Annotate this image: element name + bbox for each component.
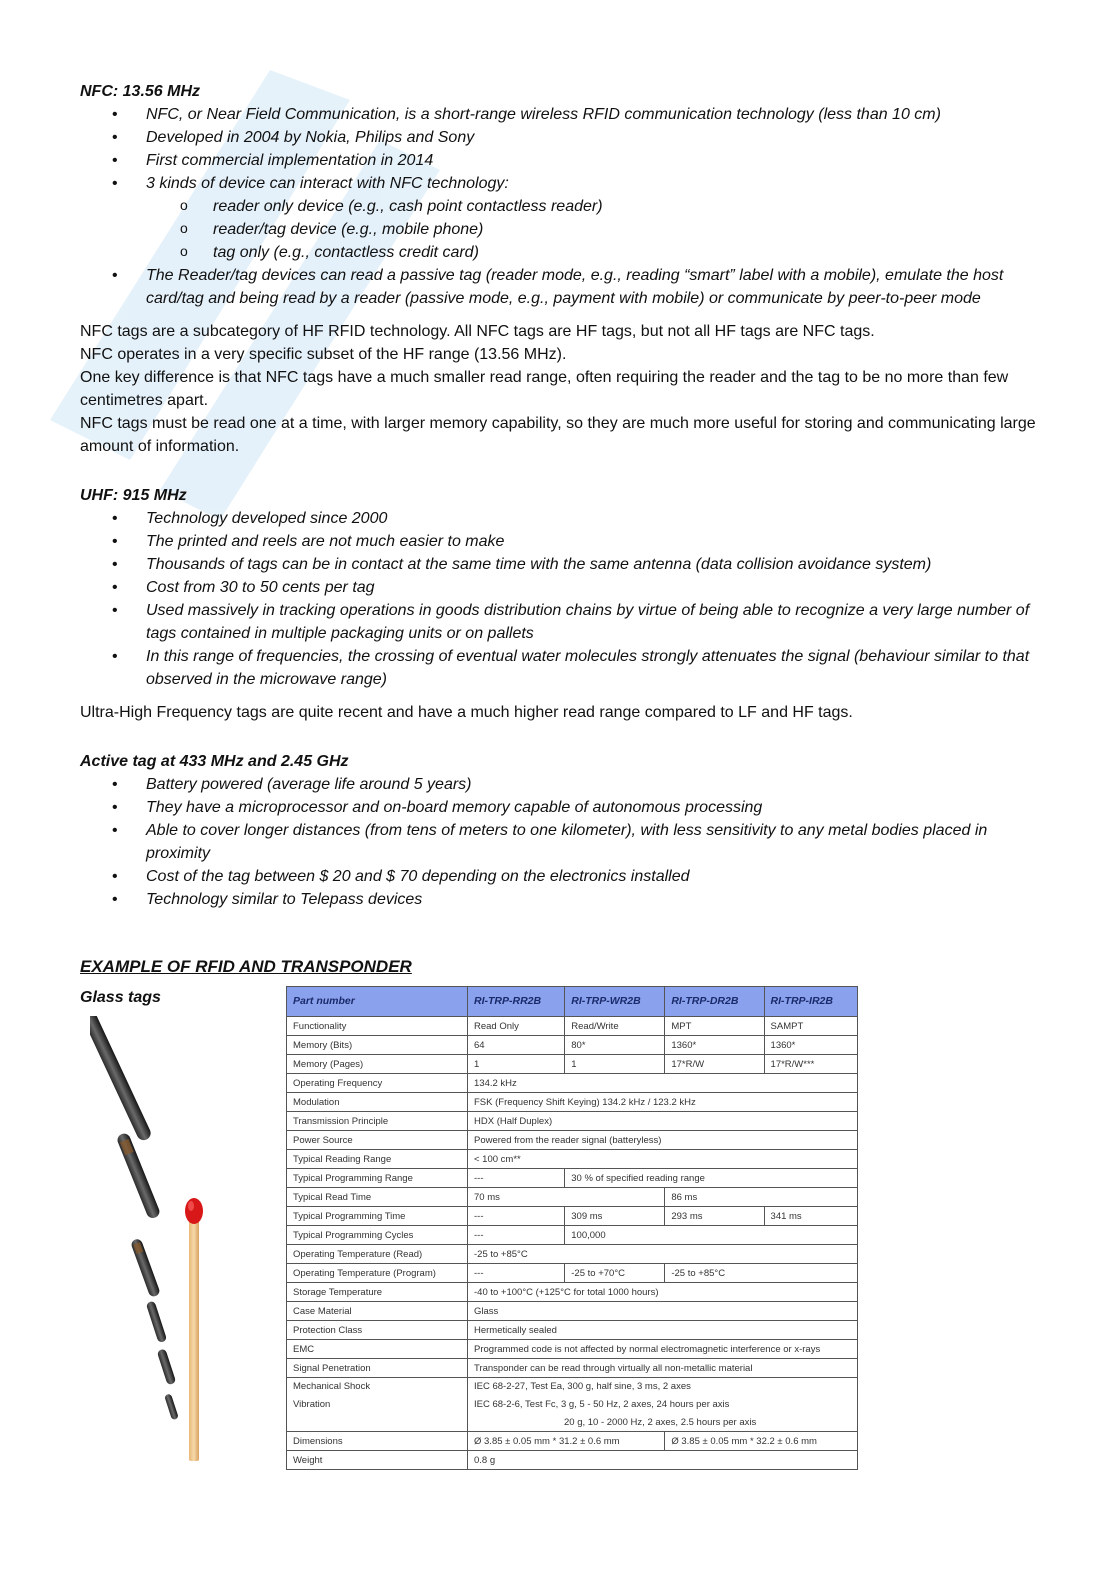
table-row: [287, 1188, 858, 1207]
vibration-label: Vibration: [293, 1399, 331, 1410]
table-row: [287, 1359, 858, 1378]
table-cell: 293 ms: [665, 1207, 764, 1226]
active-bullet: • Able to cover longer distances (from tens of meters to one kilometer), with less sensitivity to any metal bodies placed in proximity: [80, 819, 1046, 865]
table-cell: Operating Frequency: [287, 1074, 468, 1093]
table-row: [287, 1378, 858, 1432]
table-cell: -25 to +85°C: [468, 1245, 858, 1264]
table-cell: 309 ms: [565, 1207, 665, 1226]
nfc-paragraph: NFC operates in a very specific subset of the HF range (13.56 MHz).: [80, 346, 567, 363]
table-cell: Functionality: [287, 1017, 468, 1036]
table-cell: -25 to +70°C: [565, 1264, 665, 1283]
table-cell: ---: [468, 1226, 565, 1245]
table-row: [287, 1302, 858, 1321]
nfc-sub-bullet: o reader/tag device (e.g., mobile phone): [146, 218, 1046, 241]
table-row: [287, 1074, 858, 1093]
table-cell: 134.2 kHz: [468, 1074, 858, 1093]
nfc-bullet-list-2: [80, 264, 1046, 310]
table-row: [287, 1036, 858, 1055]
nfc-sub-bullet: o reader only device (e.g., cash point contactless reader): [146, 195, 1046, 218]
table-row: [287, 1207, 858, 1226]
table-cell: -40 to +100°C (+125°C for total 1000 hours): [468, 1283, 858, 1302]
glass-tag-medium: [116, 1132, 162, 1220]
table-cell: Glass: [468, 1302, 858, 1321]
glass-tag-xsmall: [146, 1300, 179, 1420]
mechanical-shock-value: IEC 68-2-27, Test Ea, 300 g, half sine, 3 ms, 2 axes: [474, 1381, 691, 1392]
table-cell: Protection Class: [287, 1321, 468, 1340]
table-cell: Read/Write: [565, 1017, 665, 1036]
nfc-bullet: • Developed in 2004 by Nokia, Philips and Sony: [80, 126, 1046, 149]
uhf-paragraph: Ultra-High Frequency tags are quite recent and have a much higher read range compared to LF and HF tags.: [80, 704, 853, 721]
table-cell: Ø 3.85 ± 0.05 mm * 31.2 ± 0.6 mm: [468, 1432, 665, 1451]
table-row: [287, 1245, 858, 1264]
table-header: RI-TRP-WR2B: [565, 987, 665, 1017]
table-header: RI-TRP-IR2B: [764, 987, 857, 1017]
table-cell: FSK (Frequency Shift Keying) 134.2 kHz / 123.2 kHz: [468, 1093, 858, 1112]
active-bullet: • Battery powered (average life around 5 years): [80, 773, 1046, 796]
table-cell: 1360*: [665, 1036, 764, 1055]
table-row: [287, 1112, 858, 1131]
active-bullet: • Technology similar to Telepass devices: [80, 888, 1046, 911]
nfc-paragraph: One key difference is that NFC tags have a much smaller read range, often requiring the reader and the tag to be no more than few centimetres apart.: [80, 369, 1009, 409]
nfc-bullet: • 3 kinds of device can interact with NFC technology:: [80, 172, 1046, 195]
table-cell: Storage Temperature: [287, 1283, 468, 1302]
active-bullet: • They have a microprocessor and on-board memory capable of autonomous processing: [80, 796, 1046, 819]
glass-tag-small: [130, 1238, 161, 1298]
active-bullet-list: [80, 773, 1046, 911]
table-cell: Hermetically sealed: [468, 1321, 858, 1340]
table-header: RI-TRP-RR2B: [468, 987, 565, 1017]
table-cell: Typical Reading Range: [287, 1150, 468, 1169]
transponder-spec-table: [286, 986, 858, 1470]
nfc-paragraph: NFC tags are a subcategory of HF RFID technology. All NFC tags are HF tags, but not all HF tags are NFC tags.: [80, 323, 875, 340]
glass-tag-large: [90, 1016, 153, 1142]
table-cell: 1: [565, 1055, 665, 1074]
table-cell: 86 ms: [665, 1188, 858, 1207]
table-cell: Transmission Principle: [287, 1112, 468, 1131]
table-cell: -25 to +85°C: [665, 1264, 858, 1283]
table-cell: 64: [468, 1036, 565, 1055]
table-row: [287, 1055, 858, 1074]
table-cell: Operating Temperature (Read): [287, 1245, 468, 1264]
vibration-value-2: 20 g, 10 - 2000 Hz, 2 axes, 2.5 hours per axis: [564, 1417, 757, 1428]
glass-tags-image: [90, 1016, 220, 1466]
uhf-bullet: • Cost from 30 to 50 cents per tag: [80, 576, 1046, 599]
table-cell: [287, 1378, 468, 1432]
table-header-row: [287, 987, 858, 1017]
uhf-bullet: • The printed and reels are not much easier to make: [80, 530, 1046, 553]
table-cell: ---: [468, 1264, 565, 1283]
table-row: [287, 1169, 858, 1188]
table-cell: Signal Penetration: [287, 1359, 468, 1378]
vibration-value: IEC 68-2-6, Test Fc, 3 g, 5 - 50 Hz, 2 axes, 24 hours per axis: [474, 1399, 730, 1410]
table-cell: Typical Programming Cycles: [287, 1226, 468, 1245]
nfc-heading: NFC: 13.56 MHz: [80, 83, 201, 100]
table-cell: HDX (Half Duplex): [468, 1112, 858, 1131]
uhf-bullet: • In this range of frequencies, the crossing of eventual water molecules strongly attenuates the signal (behaviour similar to that observed in the microwave range): [80, 645, 1046, 691]
active-heading: Active tag at 433 MHz and 2.45 GHz: [80, 753, 349, 770]
uhf-bullet: • Thousands of tags can be in contact at the same time with the same antenna (data collision avoidance system): [80, 553, 1046, 576]
table-cell: Dimensions: [287, 1432, 468, 1451]
table-row: [287, 1017, 858, 1036]
nfc-bullet: • NFC, or Near Field Communication, is a short-range wireless RFID communication technology (less than 10 cm): [80, 103, 1046, 126]
glass-tags-label: Glass tags: [80, 989, 161, 1006]
table-cell: Typical Read Time: [287, 1188, 468, 1207]
example-title: EXAMPLE OF RFID AND TRANSPONDER: [80, 957, 412, 976]
table-cell: 341 ms: [764, 1207, 857, 1226]
table-cell: Read Only: [468, 1017, 565, 1036]
table-row: [287, 1093, 858, 1112]
uhf-bullet: • Technology developed since 2000: [80, 507, 1046, 530]
table-cell: Programmed code is not affected by normal electromagnetic interference or x-rays: [468, 1340, 858, 1359]
table-cell: 30 % of specified reading range: [565, 1169, 858, 1188]
table-row: [287, 1451, 858, 1470]
table-cell: Transponder can be read through virtually all non-metallic material: [468, 1359, 858, 1378]
table-row: [287, 1283, 858, 1302]
table-cell: 70 ms: [468, 1188, 665, 1207]
nfc-paragraph: NFC tags must be read one at a time, with larger memory capability, so they are much more useful for storing and communicating large amount of information.: [80, 415, 1036, 455]
table-cell: 100,000: [565, 1226, 858, 1245]
table-row: [287, 1226, 858, 1245]
table-cell: 17*R/W: [665, 1055, 764, 1074]
table-cell: ---: [468, 1207, 565, 1226]
table-cell: Operating Temperature (Program): [287, 1264, 468, 1283]
table-row: [287, 1432, 858, 1451]
nfc-bullet-list: [80, 103, 1046, 195]
table-cell: 1: [468, 1055, 565, 1074]
table-cell: ---: [468, 1169, 565, 1188]
document-page: [80, 80, 1046, 1476]
table-row: [287, 1340, 858, 1359]
table-cell: 17*R/W***: [764, 1055, 857, 1074]
table-cell: Ø 3.85 ± 0.05 mm * 32.2 ± 0.6 mm: [665, 1432, 858, 1451]
table-row: [287, 1264, 858, 1283]
nfc-sub-bullet: o tag only (e.g., contactless credit card): [146, 241, 1046, 264]
table-cell: Weight: [287, 1451, 468, 1470]
table-cell: Typical Programming Time: [287, 1207, 468, 1226]
table-header: RI-TRP-DR2B: [665, 987, 764, 1017]
table-cell: Power Source: [287, 1131, 468, 1150]
table-cell: Powered from the reader signal (batteryless): [468, 1131, 858, 1150]
nfc-bullet: • The Reader/tag devices can read a passive tag (reader mode, e.g., reading “smart” label with a mobile), emulate the host card/tag and being read by a reader (passive mode, e.g., payment with mobile) or communicate by peer-to-peer mode: [80, 264, 1046, 310]
table-cell: 80*: [565, 1036, 665, 1055]
glass-tags-section: [80, 986, 1046, 1476]
table-cell: < 100 cm**: [468, 1150, 858, 1169]
table-cell: EMC: [287, 1340, 468, 1359]
table-cell: Memory (Bits): [287, 1036, 468, 1055]
table-cell: MPT: [665, 1017, 764, 1036]
table-cell: 1360*: [764, 1036, 857, 1055]
table-cell: 0.8 g: [468, 1451, 858, 1470]
table-cell: Case Material: [287, 1302, 468, 1321]
table-row: [287, 1150, 858, 1169]
active-bullet: • Cost of the tag between $ 20 and $ 70 depending on the electronics installed: [80, 865, 1046, 888]
uhf-heading: UHF: 915 MHz: [80, 487, 187, 504]
nfc-bullet: • First commercial implementation in 2014: [80, 149, 1046, 172]
nfc-sub-bullet-list: [80, 195, 1046, 264]
table-cell: SAMPT: [764, 1017, 857, 1036]
uhf-bullet: • Used massively in tracking operations in goods distribution chains by virtue of being able to recognize a very large number of tags contained in multiple packaging units or on pallets: [80, 599, 1046, 645]
table-row: [287, 1321, 858, 1340]
match-stick: [185, 1198, 203, 1461]
table-cell: Memory (Pages): [287, 1055, 468, 1074]
table-cell: Typical Programming Range: [287, 1169, 468, 1188]
table-cell: Modulation: [287, 1093, 468, 1112]
table-header: Part number: [287, 987, 468, 1017]
mechanical-shock-label: Mechanical Shock: [293, 1381, 371, 1392]
table-row: [287, 1131, 858, 1150]
uhf-bullet-list: [80, 507, 1046, 691]
table-cell: [468, 1378, 858, 1432]
